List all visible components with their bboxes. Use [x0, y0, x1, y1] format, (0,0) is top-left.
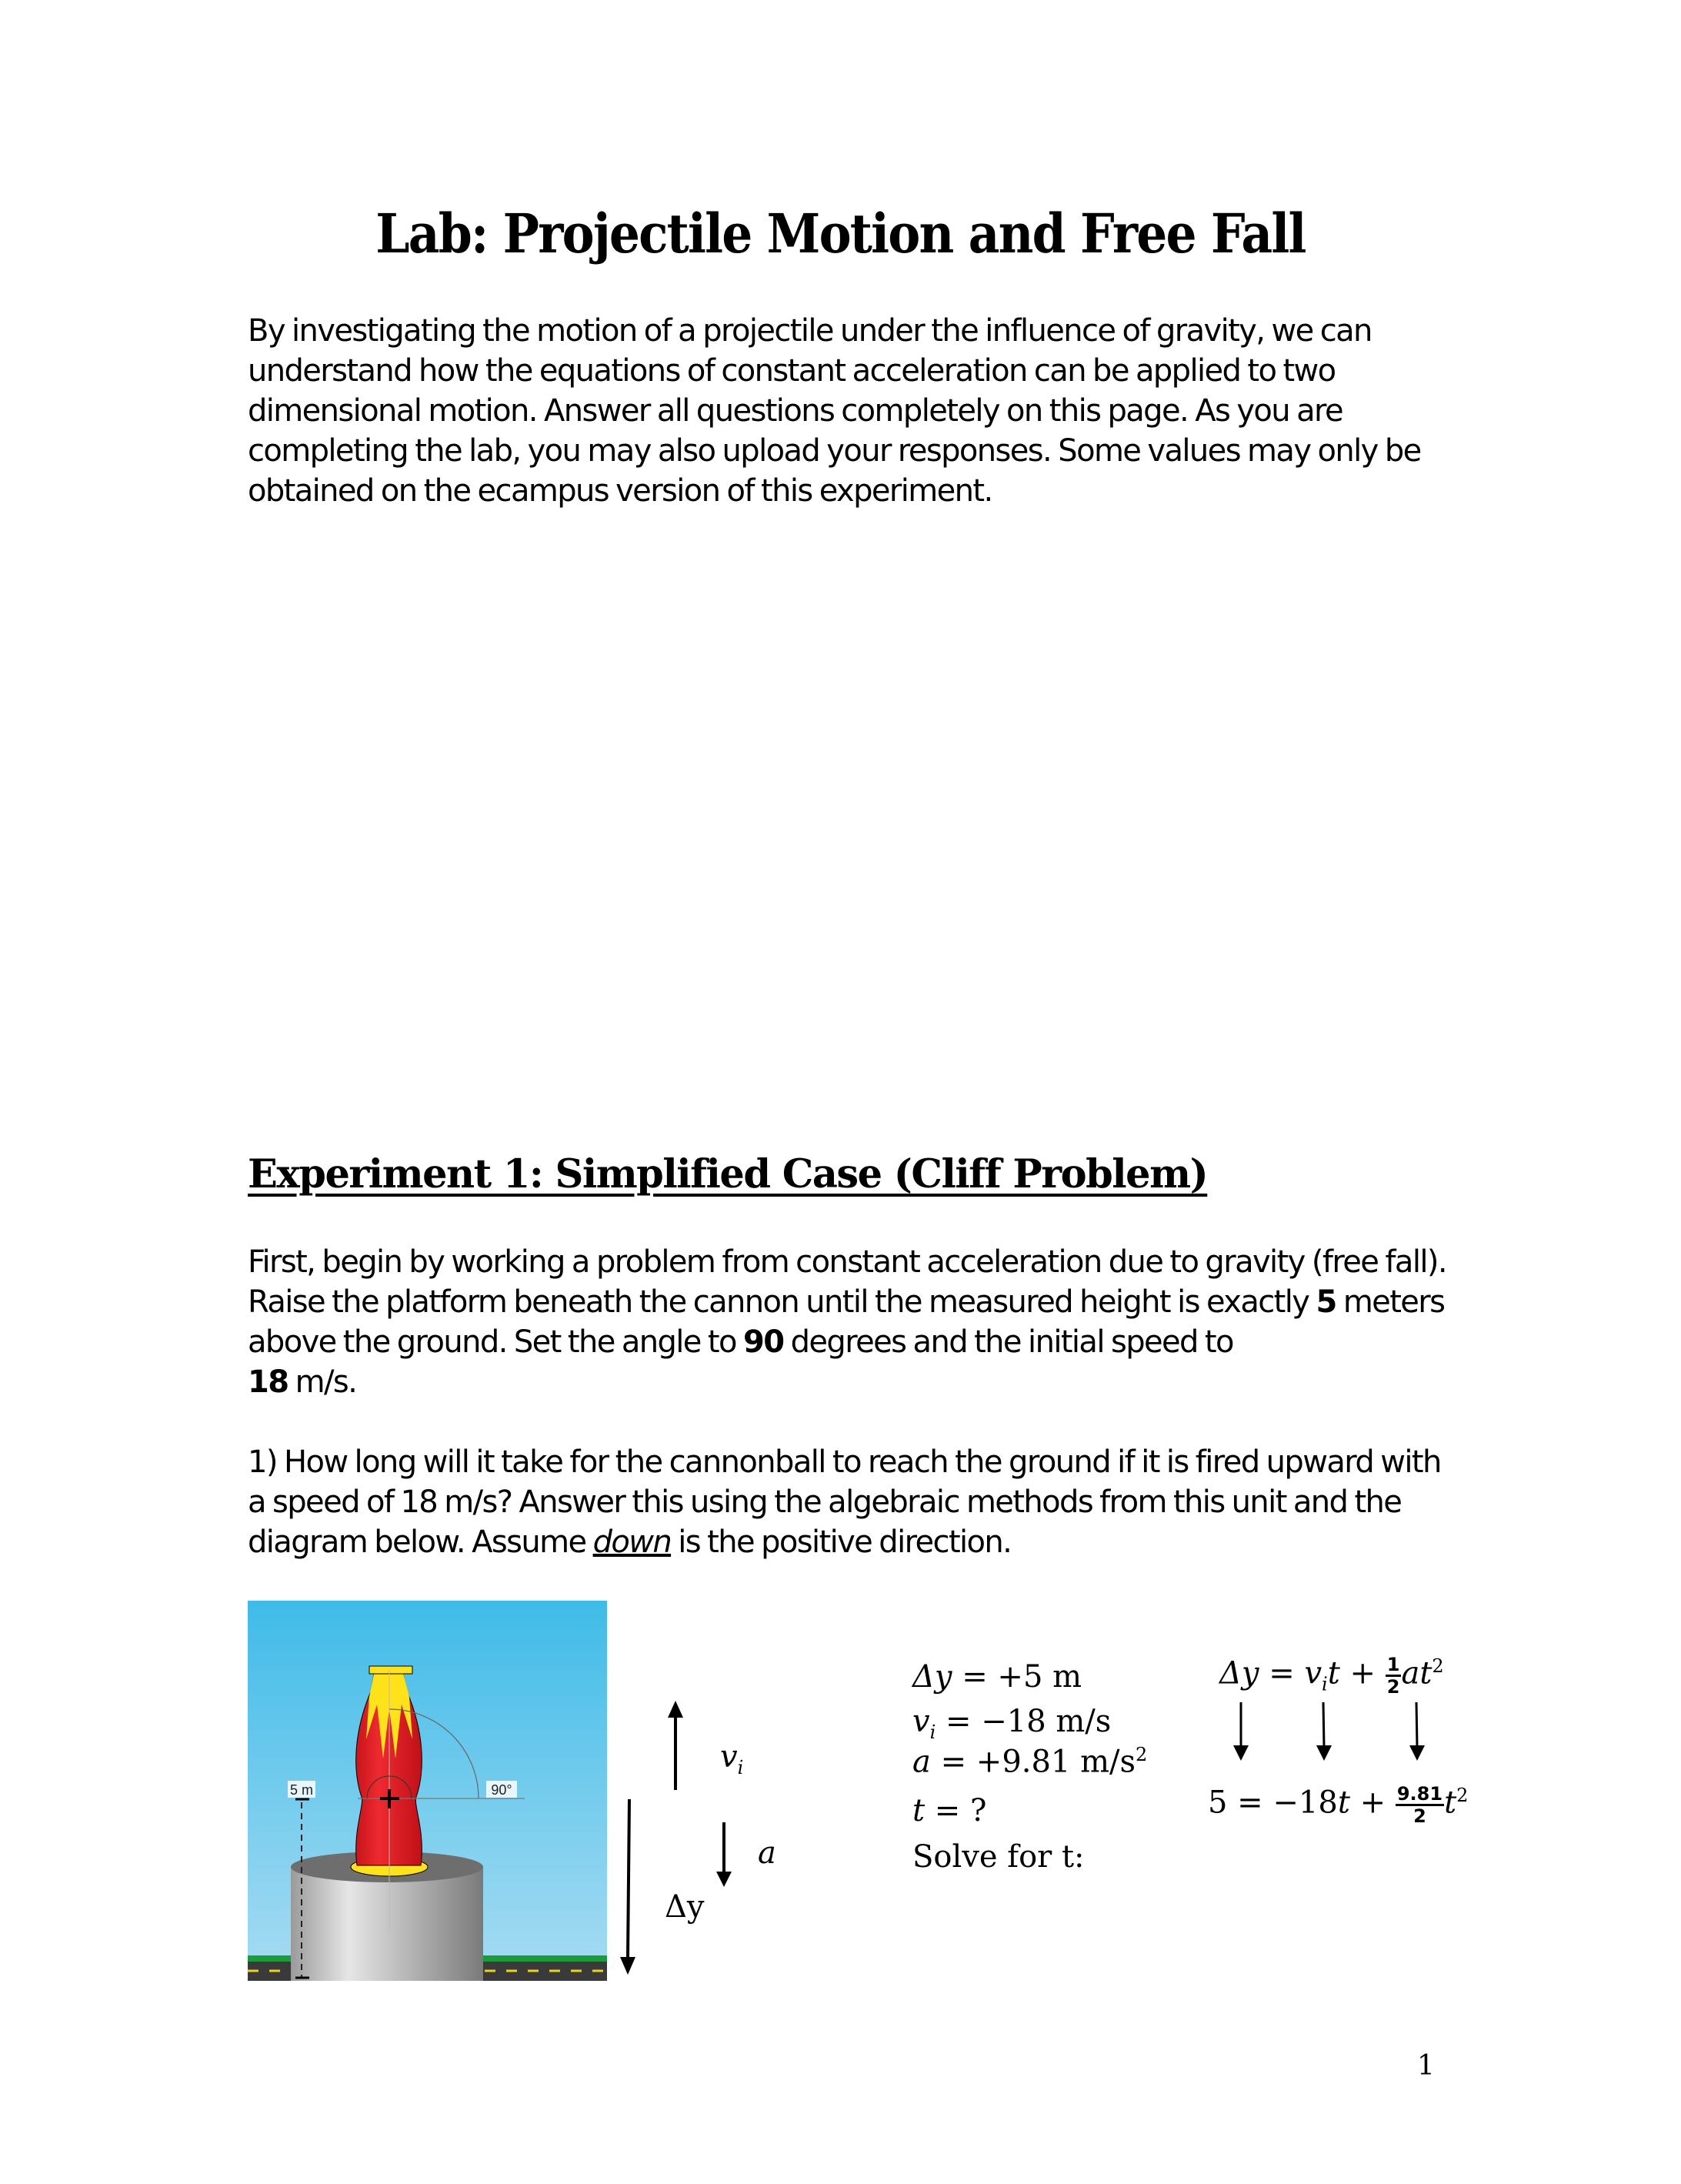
substituted-equation: 5 = −18t + $\frac{9.81}{2}$ $t^2$: [1208, 1783, 1469, 1827]
simulation-image: [248, 1601, 607, 1981]
a-label: a: [758, 1835, 776, 1871]
instructions-text: degrees and the initial speed to: [783, 1324, 1233, 1360]
page-number: 1: [1417, 2050, 1435, 2082]
down-arrow-icon: [1233, 1702, 1249, 1761]
question-text: is the positive direction.: [671, 1524, 1012, 1560]
page-title: Lab: Projectile Motion and Free Fall: [375, 202, 1306, 265]
a-arrow: [716, 1822, 732, 1887]
platform-body: [291, 1867, 483, 1981]
vector-diagram: [608, 1616, 839, 2001]
speed-value: 18: [248, 1364, 289, 1400]
intro-paragraph: By investigating the motion of a projectile under the influence of gravity, we can understand how the equations of constant acceleration can be applied to two dimensional motion. Answer all questions completely on this page. As you are completing the lab, you may also upload your responses. Some values may only be obtained on the ecampus version of this experiment.: [248, 313, 1421, 509]
experiment-1-instructions: [248, 1242, 1448, 1402]
angle-label: 90°: [491, 1782, 512, 1798]
cannon-muzzle: [369, 1666, 412, 1674]
one-half-fraction: $\frac{1}{2}$: [1386, 1654, 1400, 1698]
question-emphasis: down: [592, 1524, 672, 1560]
experiment-1-heading: Experiment 1: Simplified Case (Cliff Problem): [248, 1151, 1208, 1197]
height-value: 5: [1316, 1284, 1336, 1320]
angle-value: 90: [743, 1324, 784, 1360]
nine-eighty-one-over-two-fraction: $\frac{9.81}{2}$: [1396, 1783, 1443, 1827]
height-label: 5 m: [289, 1782, 314, 1798]
given-vi: $v_i = -18$ m/s: [912, 1704, 1112, 1743]
instructions-text: m/s.: [288, 1364, 357, 1400]
kinematic-equation: $\Delta y = v_it$ + $\frac{1}{2}$ $at^2$: [1219, 1654, 1444, 1698]
vi-label: $v_i$: [720, 1739, 744, 1778]
given-t: t = ?: [912, 1793, 987, 1828]
dy-arrow: [620, 1799, 635, 1975]
question-text: 1) How long will it take for the cannonball to reach the ground if it is fired upward with a speed of 18 m/s? Answer this using the algebraic methods from this unit and the diagram below. Assume: [248, 1444, 1441, 1560]
instructions-text: meters above the ground. Set the angle to: [248, 1284, 1445, 1360]
question-1: [248, 1442, 1448, 1562]
down-arrow-icon: [1409, 1702, 1425, 1761]
down-arrow-icon: [1316, 1702, 1332, 1761]
given-a: a = +9.81 $m/s^2$: [912, 1744, 1148, 1780]
substitution-arrows: [1177, 1693, 1485, 1778]
dy-label: Δy: [665, 1889, 705, 1925]
solve-for-t: Solve for t:: [912, 1839, 1085, 1875]
given-dy: Δy = +5 m: [912, 1659, 1082, 1695]
vi-arrow: [668, 1701, 683, 1790]
instructions-text: First, begin by working a problem from constant acceleration due to gravity (free fall). Raise the platform beneath the cannon until the measured height is exactly: [248, 1244, 1446, 1320]
